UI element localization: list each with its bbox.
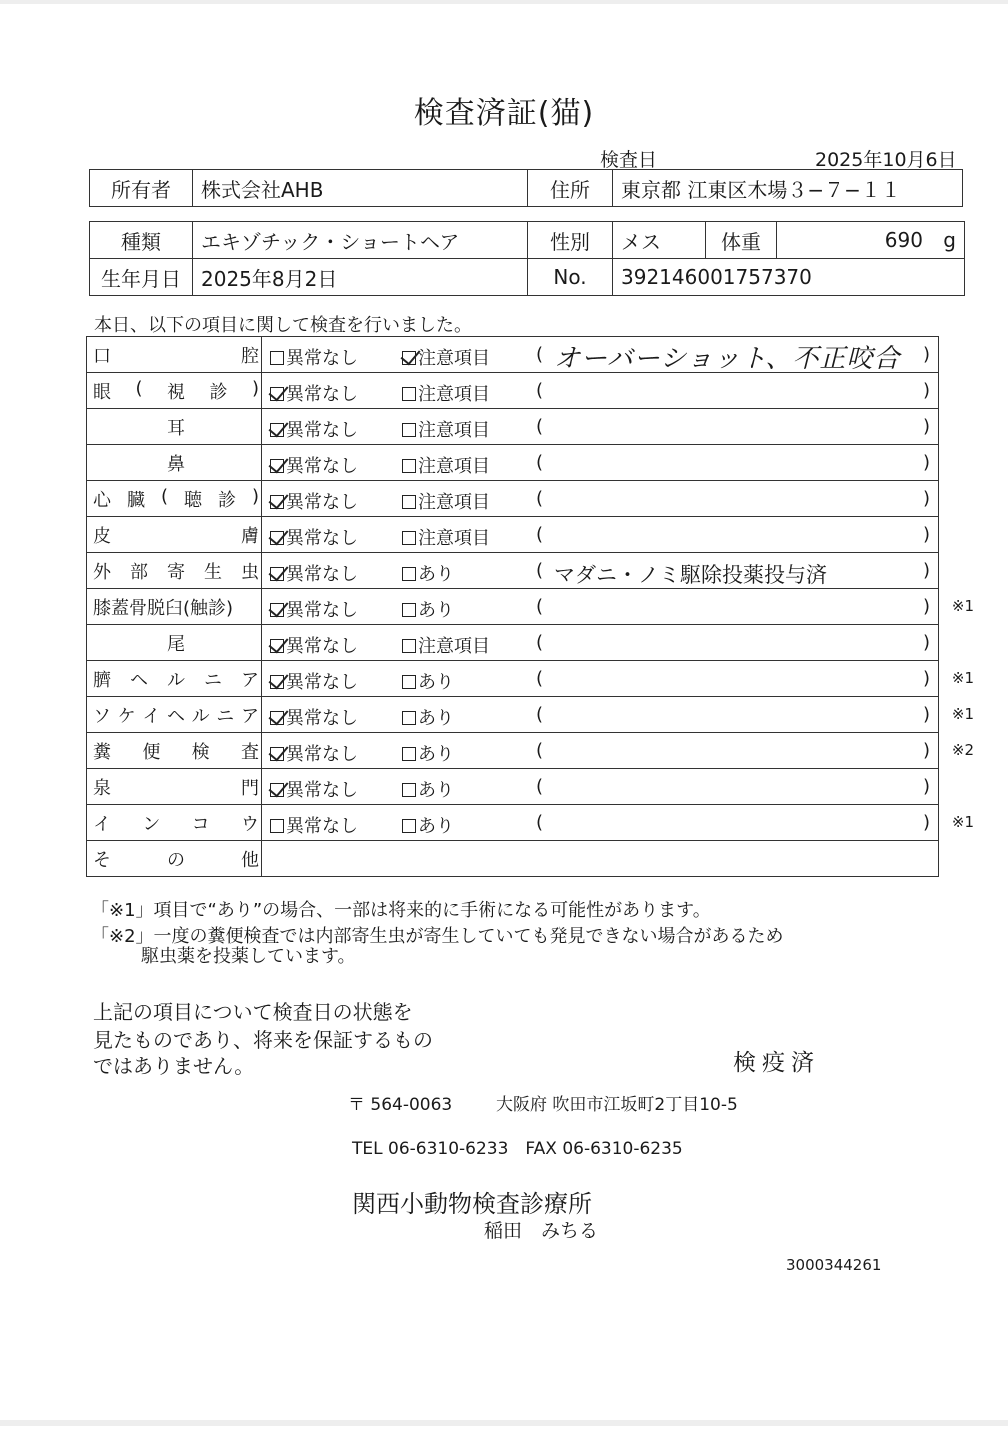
no-abnormality-label: 異常なし [286,420,358,441]
checkbox-icon [270,531,284,545]
item-name [93,522,259,548]
inspection-row [87,805,939,841]
item-name [93,702,259,728]
item-name-cell [87,409,262,445]
no-abnormality-option [270,380,358,406]
item-name-cell [87,589,262,625]
footnote-2-continued: 駆虫薬を投薬しています。 [141,946,356,967]
finding-option [402,560,454,586]
paren-open: ( [536,452,544,473]
item-name-char: 他 [241,849,259,871]
item-name-char: ( [135,377,143,399]
item-name-cell [87,661,262,697]
item-name-char: ル [167,669,185,691]
paren-close: ) [922,344,930,365]
disclaimer-line-2: 見たものであり、将来を保証するもの [93,1028,433,1052]
checkbox-icon [402,531,416,545]
scan-top-edge [0,0,1008,4]
exam-date-value: 2025年10月6日 [815,149,957,171]
item-name-char: 糞 [93,741,111,763]
no-abnormality-option [270,776,358,802]
paren-close: ) [922,668,930,689]
paren-close: ) [922,380,930,401]
item-note: オーバーショット、不正咬合 [554,344,901,374]
inspection-row [87,661,939,697]
checkbox-icon [270,747,284,761]
checkbox-icon [402,387,416,401]
no-abnormality-label: 異常なし [286,816,358,837]
finding-label: 注意項目 [418,528,490,549]
item-name [93,414,259,440]
item-name-char: 泉 [93,777,111,799]
item-name [93,594,259,620]
paren-open: ( [536,416,544,437]
birth-value: 2025年8月2日 [193,259,528,296]
checkbox-icon [270,711,284,725]
address-value: 東京都 江東区木場３−７−１１ [613,170,963,207]
no-abnormality-label: 異常なし [286,456,358,477]
item-result-cell [262,769,939,805]
exam-date-label: 検査日 [600,149,658,171]
finding-label: 注意項目 [418,348,490,369]
paren-open: ( [536,560,544,581]
checkbox-icon [270,351,284,365]
paren-open: ( [536,380,544,401]
finding-label: 注意項目 [418,456,490,477]
sex-label: 性別 [528,222,613,259]
paren-close: ) [922,416,930,437]
owner-label: 所有者 [90,170,193,207]
finding-label: あり [418,780,454,801]
breed-label: 種類 [90,222,193,259]
checkbox-icon [270,387,284,401]
item-name-char: の [167,849,185,871]
paren-open: ( [536,704,544,725]
checkbox-icon [270,603,284,617]
finding-option [402,380,490,406]
item-note: マダニ・ノミ駆除投薬投与済 [554,563,827,587]
no-abnormality-label: 異常なし [286,780,358,801]
inspection-row [87,481,939,517]
checkbox-icon [270,639,284,653]
paren-open: ( [536,488,544,509]
inspection-row [87,697,939,733]
weight-cell [777,222,965,259]
inspection-row [87,409,939,445]
item-name-char: イ [142,705,161,727]
item-result-cell [262,373,939,409]
paren-close: ) [922,488,930,509]
no-abnormality-option [270,596,358,622]
no-abnormality-option [270,560,358,586]
no-abnormality-option [270,704,358,730]
paren-close: ) [922,704,930,725]
footnote-mark: ※1 [951,813,974,831]
finding-option [402,416,490,442]
item-name-char: 耳 [167,417,185,439]
paren-close: ) [922,740,930,761]
no-abnormality-label: 異常なし [286,564,358,585]
finding-label: あり [418,816,454,837]
no-abnormality-label: 異常なし [286,348,358,369]
checkbox-icon [402,423,416,437]
item-name [93,558,259,584]
finding-option [402,632,490,658]
item-name-char: 検 [191,741,210,763]
other-body [262,841,939,877]
item-name-char: 査 [240,741,259,763]
footnote-2: 「※2」一度の糞便検査では内部寄生虫が寄生していても発見できない場合があるため [91,926,784,947]
inspection-row [87,589,939,625]
item-name-char: ヘ [166,705,185,727]
paren-close: ) [922,560,930,581]
item-name-char: ル [191,705,210,727]
item-name-char: 膝蓋骨脱臼(触診) [93,597,234,619]
inspection-stamp: 検疫済 [733,1050,820,1076]
paren-open: ( [536,668,544,689]
item-name-char: 診 [209,381,228,403]
item-name-char: ウ [240,813,259,835]
finding-option [402,704,454,730]
checkbox-icon [402,747,416,761]
item-name-char: 視 [167,381,185,403]
item-name-char: 腔 [241,345,259,367]
paren-close: ) [922,812,930,833]
paren-close: ) [922,632,930,653]
no-abnormality-label: 異常なし [286,384,358,405]
checkbox-icon [402,567,416,581]
item-name-char: 心 [93,489,111,511]
item-name-char: 眼 [93,381,111,403]
item-name [93,342,259,368]
item-result-cell [262,553,939,589]
item-name [93,450,259,476]
paren-close: ) [922,596,930,617]
checkbox-icon [270,567,284,581]
footnote-mark: ※2 [951,741,974,759]
veterinarian-name: 稲田 みちる [484,1220,599,1242]
item-name-char: 診 [217,489,236,511]
checkbox-icon [270,783,284,797]
no-abnormality-label: 異常なし [286,744,358,765]
no-abnormality-label: 異常なし [286,528,358,549]
item-result-cell [262,445,939,481]
item-name-char: ) [251,377,259,399]
inspection-row [87,373,939,409]
no-abnormality-label: 異常なし [286,492,358,513]
item-name-char: ン [142,813,161,835]
clinic-zip: 〒 564-0063 [348,1095,453,1115]
no-abnormality-option [270,488,358,514]
other-name-cell [87,841,262,877]
no-abnormality-label: 異常なし [286,708,358,729]
item-name [93,774,259,800]
finding-option [402,776,454,802]
finding-option [402,524,490,550]
item-name [93,630,259,656]
no-abnormality-option [270,740,358,766]
inspection-row [87,553,939,589]
item-name-char: ニ [204,669,222,691]
item-name [93,378,259,404]
item-result-cell [262,337,939,373]
finding-option [402,668,454,694]
item-name-char: 聴 [183,489,202,511]
no-abnormality-option [270,416,358,442]
inspection-row [87,337,939,373]
item-name-char: ア [240,705,259,727]
item-name-cell [87,733,262,769]
paren-open: ( [536,740,544,761]
finding-label: あり [418,708,454,729]
clinic-address: 大阪府 吹田市江坂町2丁目10-5 [496,1095,738,1115]
owner-table [89,169,963,207]
finding-option [402,740,454,766]
item-name-char: 門 [241,777,259,799]
item-name-char: 皮 [93,525,111,547]
checkbox-icon [270,495,284,509]
disclaimer-line-3: ではありません。 [93,1054,255,1078]
item-name-cell [87,697,262,733]
item-name-char: 膚 [241,525,259,547]
checkbox-icon [402,603,416,617]
item-name [93,486,259,512]
item-result-cell [262,733,974,769]
no-abnormality-label: 異常なし [286,636,358,657]
item-name-char: 尾 [167,633,185,655]
checkbox-icon [402,711,416,725]
item-name-char: コ [191,813,210,835]
item-result-cell [262,697,974,733]
weight-unit: g [943,228,956,252]
checkbox-icon [270,459,284,473]
checkbox-icon [402,495,416,509]
item-name-char: ニ [216,705,235,727]
item-name-cell [87,445,262,481]
inspection-row [87,733,939,769]
finding-label: 注意項目 [418,636,490,657]
no-abnormality-option [270,524,358,550]
item-result-cell [262,661,974,697]
checkbox-icon [402,351,416,365]
document-number: 3000344261 [786,1256,882,1274]
address-label: 住所 [528,170,613,207]
item-name-char: 口 [93,345,111,367]
item-name-char: ケ [117,705,136,727]
paren-open: ( [536,632,544,653]
footnote-mark: ※1 [951,597,974,615]
item-name-cell [87,805,262,841]
clinic-name: 関西小動物検査診療所 [352,1190,592,1218]
paren-open: ( [536,812,544,833]
finding-option [402,812,454,838]
checkbox-icon [402,639,416,653]
item-result-cell [262,409,939,445]
item-result-cell [262,481,939,517]
owner-value: 株式会社AHB [193,170,528,207]
checkbox-icon [270,675,284,689]
no-abnormality-label: 異常なし [286,600,358,621]
item-name-char: 臓 [126,489,145,511]
paren-open: ( [536,596,544,617]
disclaimer-line-1: 上記の項目について検査日の状態を [93,1000,413,1024]
finding-option [402,488,490,514]
item-name-char: イ [93,813,111,835]
item-name-cell [87,337,262,373]
item-name-char: 虫 [241,561,259,583]
finding-option [402,596,454,622]
inspection-row [87,769,939,805]
item-name-cell [87,625,262,661]
item-name-char: ) [251,485,259,507]
finding-label: 注意項目 [418,420,490,441]
item-name [93,666,259,692]
finding-label: あり [418,600,454,621]
checkbox-icon [270,423,284,437]
paren-close: ) [922,452,930,473]
number-value: 392146001757370 [613,259,965,296]
item-name-char: ア [241,669,259,691]
finding-option [402,452,490,478]
item-result-cell [262,589,974,625]
sex-value: メス [613,222,706,259]
checkbox-icon [402,819,416,833]
item-result-cell [262,517,939,553]
paren-open: ( [536,344,544,365]
weight-label: 体重 [706,222,777,259]
item-name-cell [87,481,262,517]
item-name-cell [87,373,262,409]
item-name-cell [87,517,262,553]
footnote-mark: ※1 [951,669,974,687]
checkbox-icon [402,783,416,797]
item-name-cell [87,769,262,805]
item-name-char: そ [93,849,111,871]
inspection-row [87,625,939,661]
no-abnormality-label: 異常なし [286,672,358,693]
breed-value: エキゾチック・ショートヘア [193,222,528,259]
no-abnormality-option [270,452,358,478]
item-name [93,738,259,764]
paren-open: ( [536,524,544,545]
paren-open: ( [536,776,544,797]
item-name-char: ソ [93,705,111,727]
finding-label: あり [418,672,454,693]
other-name [93,846,259,872]
item-name-cell [87,553,262,589]
item-name-char: ( [160,485,168,507]
no-abnormality-option [270,668,358,694]
scan-bottom-edge [0,1420,1008,1426]
no-abnormality-option [270,812,358,838]
finding-label: 注意項目 [418,384,490,405]
footnote-1: 「※1」項目で“あり”の場合、一部は将来的に手術になる可能性があります。 [91,900,711,921]
item-name-char: 生 [204,561,222,583]
item-result-cell [262,625,939,661]
animal-table [89,221,965,296]
no-abnormality-option [270,344,358,370]
no-abnormality-option [270,632,358,658]
finding-label: 注意項目 [418,492,490,513]
finding-label: あり [418,564,454,585]
inspection-row [87,517,939,553]
inspection-table [86,336,974,877]
item-name-char: 部 [130,561,148,583]
number-label: No. [528,259,613,296]
finding-option [402,344,490,370]
item-name-char: ヘ [130,669,148,691]
item-name [93,810,259,836]
item-name-char: 鼻 [167,453,185,475]
item-name-char: 寄 [167,561,185,583]
paren-close: ) [922,776,930,797]
item-result-cell [262,805,974,841]
weight-value: 690 [884,228,923,252]
item-name-char: 外 [93,561,111,583]
finding-label: あり [418,744,454,765]
inspection-row [87,445,939,481]
item-name-char: 便 [142,741,161,763]
birth-label: 生年月日 [90,259,193,296]
intro-text: 本日、以下の項目に関して検査を行いました。 [94,315,472,336]
clinic-tel-fax: TEL 06-6310-6233 FAX 06-6310-6235 [352,1139,683,1159]
checkbox-icon [402,675,416,689]
item-name-char: 臍 [93,669,111,691]
footnote-mark: ※1 [951,705,974,723]
paren-close: ) [922,524,930,545]
checkbox-icon [270,819,284,833]
checkbox-icon [402,459,416,473]
document-title: 検査済証(猫) [413,96,595,131]
